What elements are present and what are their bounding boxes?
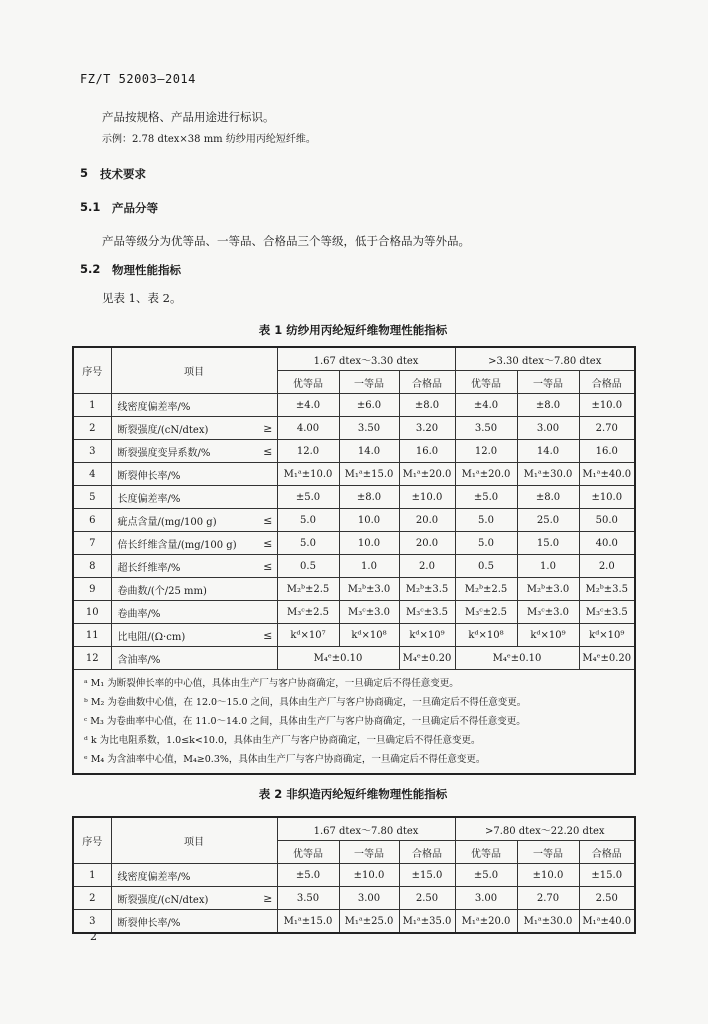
subsection-title: 产品分等: [112, 201, 158, 215]
grade-header: 优等品: [455, 371, 517, 394]
value-cell: kᵈ×10⁷: [277, 624, 339, 647]
value-cell: kᵈ×10⁹: [579, 624, 635, 647]
value-cell: 3.00: [339, 887, 399, 910]
value-cell: ±10.0: [517, 864, 579, 887]
value-cell: 2.70: [579, 417, 635, 440]
col-header-no: 序号: [73, 817, 111, 864]
group-header: >7.80 dtex～22.20 dtex: [455, 817, 635, 841]
grade-header: 一等品: [339, 371, 399, 394]
value-cell: ±5.0: [277, 486, 339, 509]
value-cell: 3.50: [277, 887, 339, 910]
comparison-symbol: ≤: [259, 532, 277, 555]
row-number: 11: [73, 624, 111, 647]
value-cell: M₂ᵇ±3.5: [399, 578, 455, 601]
table-row: [73, 864, 635, 887]
value-cell: 5.0: [455, 532, 517, 555]
value-cell: ±8.0: [399, 394, 455, 417]
footnote: ᶜ M₃ 为卷曲率中心值，在 11.0～14.0 之间，具体由生产厂与客户协商确定，一旦确定后不得任意变更。: [84, 716, 526, 727]
row-number: 9: [73, 578, 111, 601]
row-number: 12: [73, 647, 111, 670]
value-cell: M₁ᵃ±15.0: [277, 910, 339, 934]
value-cell: M₃ᶜ±3.0: [339, 601, 399, 624]
table-row: [73, 578, 635, 601]
value-cell: M₃ᶜ±3.5: [579, 601, 635, 624]
col-header-item: 项目: [111, 817, 277, 864]
value-cell: M₁ᵃ±15.0: [339, 463, 399, 486]
value-cell: kᵈ×10⁸: [455, 624, 517, 647]
comparison-symbol: ≤: [259, 440, 277, 463]
value-cell: M₁ᵃ±30.0: [517, 463, 579, 486]
table-row: [73, 910, 635, 934]
value-cell: 20.0: [399, 532, 455, 555]
value-cell: M₁ᵃ±40.0: [579, 463, 635, 486]
col-header-item: 项目: [111, 347, 277, 394]
value-cell: M₂ᵇ±2.5: [455, 578, 517, 601]
value-cell: M₁ᵃ±35.0: [399, 910, 455, 934]
value-cell: ±5.0: [455, 864, 517, 887]
row-item: 倍长纤维含量/(mg/100 g): [111, 532, 259, 555]
value-cell: ±10.0: [579, 394, 635, 417]
row-number: 1: [73, 394, 111, 417]
row-number: 2: [73, 417, 111, 440]
value-cell: 10.0: [339, 509, 399, 532]
grade-header: 一等品: [339, 841, 399, 864]
row-item: 断裂强度/(cN/dtex): [111, 887, 259, 910]
subsection-title: 物理性能指标: [112, 263, 181, 277]
value-cell: ±10.0: [579, 486, 635, 509]
value-cell: M₁ᵃ±20.0: [455, 910, 517, 934]
col-header-no: 序号: [73, 347, 111, 394]
value-cell: 2.50: [579, 887, 635, 910]
value-cell: 3.50: [339, 417, 399, 440]
table1-caption: 表 1 纺纱用丙纶短纤维物理性能指标: [258, 323, 448, 337]
comparison-symbol: ≤: [259, 555, 277, 578]
value-cell: 1.0: [517, 555, 579, 578]
value-cell: M₂ᵇ±3.0: [339, 578, 399, 601]
value-cell: M₂ᵇ±2.5: [277, 578, 339, 601]
row-item: 断裂强度/(cN/dtex): [111, 417, 259, 440]
value-cell: 5.0: [277, 509, 339, 532]
footnote: ᵇ M₂ 为卷曲数中心值，在 12.0～15.0 之间，具体由生产厂与客户协商确定，一旦确定后不得任意变更。: [84, 697, 527, 708]
table-row: [73, 624, 635, 647]
value-cell: kᵈ×10⁸: [339, 624, 399, 647]
value-cell: ±15.0: [399, 864, 455, 887]
value-cell: M₄ᵉ±0.10: [277, 647, 399, 670]
table1: [72, 346, 636, 775]
value-cell: kᵈ×10⁹: [399, 624, 455, 647]
paragraph: 见表 1、表 2。: [102, 291, 182, 305]
row-number: 3: [73, 910, 111, 934]
value-cell: 20.0: [399, 509, 455, 532]
value-cell: 3.50: [455, 417, 517, 440]
value-cell: ±6.0: [339, 394, 399, 417]
value-cell: 25.0: [517, 509, 579, 532]
comparison-symbol: ≥: [259, 417, 277, 440]
value-cell: M₄ᵉ±0.10: [455, 647, 579, 670]
row-item: 卷曲率/%: [111, 601, 277, 624]
value-cell: 10.0: [339, 532, 399, 555]
table-row: [73, 887, 635, 910]
value-cell: M₁ᵃ±30.0: [517, 910, 579, 934]
value-cell: M₄ᵉ±0.20: [399, 647, 455, 670]
value-cell: 14.0: [517, 440, 579, 463]
value-cell: 5.0: [277, 532, 339, 555]
value-cell: ±10.0: [339, 864, 399, 887]
table-row: [73, 647, 635, 670]
value-cell: 2.50: [399, 887, 455, 910]
row-item: 断裂强度变异系数/%: [111, 440, 259, 463]
grade-header: 合格品: [579, 841, 635, 864]
value-cell: ±10.0: [399, 486, 455, 509]
grade-header: 优等品: [455, 841, 517, 864]
value-cell: 0.5: [277, 555, 339, 578]
table1-footnotes: [73, 670, 635, 775]
table-row: [73, 509, 635, 532]
footnote: ᵃ M₁ 为断裂伸长率的中心值，具体由生产厂与客户协商确定，一旦确定后不得任意变更。: [84, 678, 459, 689]
value-cell: 15.0: [517, 532, 579, 555]
row-number: 6: [73, 509, 111, 532]
table-row: [73, 394, 635, 417]
value-cell: M₁ᵃ±40.0: [579, 910, 635, 934]
value-cell: M₁ᵃ±20.0: [455, 463, 517, 486]
grade-header: 一等品: [517, 841, 579, 864]
footnote: ᵉ M₄ 为含油率中心值，M₄≥0.3%，具体由生产厂与客户协商确定，一旦确定后不得任意变更。: [84, 754, 486, 765]
comparison-symbol: ≤: [259, 509, 277, 532]
grade-header: 合格品: [579, 371, 635, 394]
grade-header: 一等品: [517, 371, 579, 394]
table2: [72, 816, 636, 934]
value-cell: 12.0: [277, 440, 339, 463]
table-row: [73, 440, 635, 463]
row-number: 5: [73, 486, 111, 509]
row-number: 8: [73, 555, 111, 578]
grade-header: 合格品: [399, 841, 455, 864]
comparison-symbol: ≤: [259, 624, 277, 647]
document-code: FZ/T 52003—2014: [80, 72, 196, 86]
value-cell: M₁ᵃ±10.0: [277, 463, 339, 486]
row-number: 2: [73, 887, 111, 910]
value-cell: M₃ᶜ±3.0: [517, 601, 579, 624]
row-item: 线密度偏差率/%: [111, 864, 277, 887]
value-cell: ±15.0: [579, 864, 635, 887]
subsection-number: 5.2: [80, 262, 101, 276]
paragraph: 产品等级分为优等品、一等品、合格品三个等级，低于合格品为等外品。: [102, 234, 470, 248]
value-cell: kᵈ×10⁹: [517, 624, 579, 647]
page-number: 2: [90, 930, 97, 943]
value-cell: 5.0: [455, 509, 517, 532]
subsection-number: 5.1: [80, 200, 101, 214]
value-cell: 3.00: [455, 887, 517, 910]
row-item: 比电阻/(Ω·cm): [111, 624, 259, 647]
table-row: [73, 555, 635, 578]
table-row: [73, 486, 635, 509]
row-item: 超长纤维率/%: [111, 555, 259, 578]
row-number: 4: [73, 463, 111, 486]
value-cell: 4.00: [277, 417, 339, 440]
value-cell: 40.0: [579, 532, 635, 555]
value-cell: 16.0: [579, 440, 635, 463]
row-item: 长度偏差率/%: [111, 486, 277, 509]
value-cell: M₂ᵇ±3.0: [517, 578, 579, 601]
value-cell: 14.0: [339, 440, 399, 463]
section-title: 技术要求: [100, 167, 146, 181]
value-cell: 2.70: [517, 887, 579, 910]
value-cell: 2.0: [399, 555, 455, 578]
value-cell: ±8.0: [517, 394, 579, 417]
grade-header: 优等品: [277, 371, 339, 394]
row-number: 7: [73, 532, 111, 555]
section-number: 5: [80, 166, 89, 180]
value-cell: 50.0: [579, 509, 635, 532]
value-cell: M₁ᵃ±20.0: [399, 463, 455, 486]
value-cell: M₂ᵇ±3.5: [579, 578, 635, 601]
value-cell: 16.0: [399, 440, 455, 463]
value-cell: ±8.0: [339, 486, 399, 509]
value-cell: 1.0: [339, 555, 399, 578]
value-cell: 2.0: [579, 555, 635, 578]
row-number: 10: [73, 601, 111, 624]
intro-line: 产品按规格、产品用途进行标识。: [102, 110, 275, 124]
group-header: 1.67 dtex～7.80 dtex: [277, 817, 455, 841]
value-cell: 3.00: [517, 417, 579, 440]
grade-header: 优等品: [277, 841, 339, 864]
value-cell: ±4.0: [455, 394, 517, 417]
value-cell: ±8.0: [517, 486, 579, 509]
footnote: ᵈ k 为比电阻系数，1.0≤k<10.0，具体由生产厂与客户协商确定，一旦确定后不得任意变更。: [84, 735, 481, 746]
table-row: [73, 532, 635, 555]
row-number: 3: [73, 440, 111, 463]
value-cell: 0.5: [455, 555, 517, 578]
table-row: [73, 417, 635, 440]
value-cell: 12.0: [455, 440, 517, 463]
table-row: [73, 463, 635, 486]
table-row: [73, 601, 635, 624]
group-header: >3.30 dtex～7.80 dtex: [455, 347, 635, 371]
example-line: 示例：2.78 dtex×38 mm 纺纱用丙纶短纤维。: [102, 134, 316, 145]
value-cell: 3.20: [399, 417, 455, 440]
value-cell: M₁ᵃ±25.0: [339, 910, 399, 934]
row-item: 断裂伸长率/%: [111, 910, 277, 934]
group-header: 1.67 dtex～3.30 dtex: [277, 347, 455, 371]
value-cell: M₃ᶜ±3.5: [399, 601, 455, 624]
row-item: 线密度偏差率/%: [111, 394, 277, 417]
value-cell: ±4.0: [277, 394, 339, 417]
value-cell: M₃ᶜ±2.5: [277, 601, 339, 624]
value-cell: M₃ᶜ±2.5: [455, 601, 517, 624]
row-item: 断裂伸长率/%: [111, 463, 277, 486]
table2-caption: 表 2 非织造丙纶短纤维物理性能指标: [258, 787, 448, 801]
value-cell: ±5.0: [277, 864, 339, 887]
row-number: 1: [73, 864, 111, 887]
row-item: 含油率/%: [111, 647, 277, 670]
value-cell: M₄ᵉ±0.20: [579, 647, 635, 670]
row-item: 卷曲数/(个/25 mm): [111, 578, 277, 601]
value-cell: ±5.0: [455, 486, 517, 509]
comparison-symbol: ≥: [259, 887, 277, 910]
row-item: 疵点含量/(mg/100 g): [111, 509, 259, 532]
grade-header: 合格品: [399, 371, 455, 394]
